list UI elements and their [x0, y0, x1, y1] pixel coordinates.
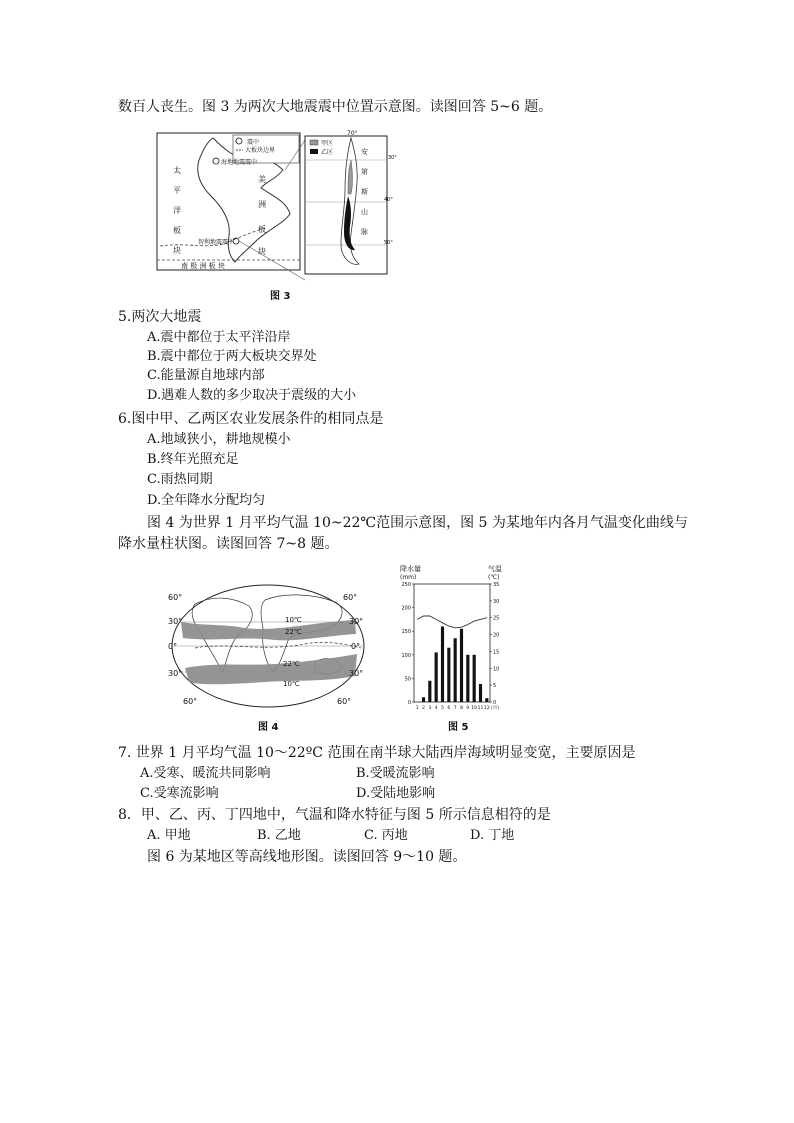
fig5-frame — [414, 584, 490, 702]
fig5-ytick-label: 200 — [401, 605, 411, 612]
fig5-xtick-label: 4 — [434, 706, 438, 711]
fig5-bar-month-6 — [447, 648, 450, 702]
label-lat40: 40° — [384, 197, 393, 203]
q8-option-b: B. 乙地 — [257, 828, 301, 843]
fig5-xtick-label: 10 — [471, 706, 478, 711]
fig4-lat30-l: 30° — [168, 617, 183, 626]
figure-5-caption: 图 5 — [448, 722, 469, 733]
intro-line-1: 数百人丧生。图 3 为两次大地震震中位置示意图。读图回答 5~6 题。 — [118, 99, 553, 115]
fig5-xtick-label: 1 — [415, 706, 419, 711]
fig4-lat0-l: 0° — [168, 642, 178, 651]
q7-option-b: B.受暖流影响 — [356, 766, 435, 781]
intro2-line-2: 降水量柱状图。读图回答 7~8 题。 — [118, 536, 339, 552]
label-lon70: 70° — [347, 130, 358, 137]
fig5-xtick-label: 6 — [447, 706, 451, 711]
fig5-bar-month-9 — [466, 655, 469, 702]
label-haiti: 海地地震震中 — [221, 159, 258, 166]
fig5-bar-month-4 — [435, 652, 438, 702]
fig5-ytick-label: 50 — [404, 676, 411, 683]
label-pacific-2: 洋 — [173, 206, 181, 215]
label-antarctic: 南 极 洲 板 块 — [181, 262, 225, 270]
fig5-y2tick-label: 0 — [493, 700, 497, 706]
q5-option-d: D.遇难人数的多少取决于震级的大小 — [147, 388, 357, 403]
fig5-y2tick-label: 10 — [493, 666, 500, 673]
fig5-xtick-label: 12 — [483, 706, 490, 711]
fig5-bar-month-2 — [422, 697, 425, 702]
q7-stem: 7. 世界 1 月平均气温 10～22ºC 范围在南半球大陆西岸海域明显变宽，主要原因是 — [118, 745, 636, 761]
label-chile: 智利地震震中 — [198, 239, 235, 246]
figure-3-caption: 图 3 — [270, 291, 291, 302]
q5-stem: 5.两次大地震 — [118, 309, 202, 325]
fig5-y2tick-label: 15 — [493, 649, 500, 656]
legend-epicenter: 震中 — [247, 139, 260, 146]
q6-option-c: C.雨热同期 — [147, 472, 213, 487]
fig5-bar-month-5 — [441, 626, 444, 702]
fig5-ytick-label: 0 — [407, 700, 411, 706]
label-pacific-0: 太 — [173, 166, 181, 175]
label-andes-3: 山 — [361, 208, 368, 216]
fig5-bar-month-3 — [428, 681, 431, 702]
fig5-xtick-label: 3 — [428, 706, 432, 711]
fig4-t10-bottom: 10℃ — [283, 680, 300, 688]
legend-zone-b: 乙区 — [321, 149, 334, 156]
fig4-lat30-br: 30° — [349, 669, 364, 678]
fig4-t10-top: 10℃ — [285, 616, 302, 624]
q6-stem: 6.图中甲、乙两区农业发展条件的相同点是 — [118, 411, 384, 427]
fig5-ytick-label: 100 — [401, 652, 411, 659]
q6-option-a: A.地域狭小，耕地规模小 — [147, 432, 291, 447]
label-lat50: 50° — [384, 240, 393, 246]
fig5-y2tick-label: 35 — [493, 582, 500, 588]
figure-5-chart — [392, 564, 512, 714]
fig5-temperature-line — [417, 616, 487, 628]
fig4-t22-bottom: 22℃ — [283, 660, 300, 668]
legend-zone-a: 甲区 — [321, 140, 334, 147]
fig5-bar-month-12 — [485, 698, 488, 702]
legend-boundary: 大板块边界 — [245, 147, 276, 154]
fig5-bar-month-8 — [460, 629, 463, 702]
label-andes-4: 脉 — [361, 228, 368, 236]
intro2-line-1: 图 4 为世界 1 月平均气温 10~22℃范围示意图，图 5 为某地年内各月气温变化曲线与 — [147, 515, 688, 531]
label-andes-1: 第 — [361, 168, 368, 176]
fig4-lat60-tl: 60° — [168, 593, 183, 602]
fig5-xtick-label: 11 — [477, 706, 484, 711]
q8-option-d: D. 丁地 — [470, 828, 515, 843]
fig5-xtick-label: 8 — [460, 706, 463, 711]
fig5-bar-month-7 — [454, 638, 457, 702]
label-america-2: 板 — [258, 225, 266, 234]
fig5-bar-month-10 — [473, 655, 476, 702]
figure-3-map — [155, 130, 395, 285]
figure-4-map — [165, 582, 370, 712]
label-pacific-1: 平 — [173, 186, 181, 195]
fig5-xtick-label: 7 — [453, 706, 457, 711]
label-america-1: 洲 — [258, 200, 266, 209]
q5-option-b: B.震中都位于两大板块交界处 — [147, 349, 317, 364]
fig4-lat30-bl: 30° — [168, 669, 183, 678]
fig4-lat30-r: 30° — [349, 617, 364, 626]
fig4-lat60-tr: 60° — [343, 593, 358, 602]
fig5-xtick-label: 9 — [466, 706, 470, 711]
q7-option-c: C.受寒流影响 — [140, 786, 219, 801]
fig4-lat60-br: 60° — [337, 697, 352, 706]
fig5-y2tick-label: 30 — [493, 598, 500, 605]
fig5-left-title-1: 降水量 — [400, 565, 421, 573]
q8-option-a: A. 甲地 — [147, 828, 191, 843]
label-pacific-4: 块 — [173, 246, 181, 255]
label-america-3: 块 — [258, 247, 266, 256]
fig5-ytick-label: 250 — [401, 582, 411, 588]
fig5-right-title-2: (℃) — [488, 574, 500, 581]
intro3-line-1: 图 6 为某地区等高线地形图。读图回答 9～10 题。 — [147, 849, 467, 865]
q5-option-a: A.震中都位于太平洋沿岸 — [147, 330, 291, 345]
fig5-bar-month-11 — [479, 684, 482, 702]
q7-option-d: D.受陆地影响 — [356, 786, 436, 801]
label-america-0: 美 — [258, 175, 266, 184]
fig5-y2tick-label: 20 — [493, 632, 500, 639]
fig5-y2tick-label: 25 — [493, 615, 500, 622]
q6-option-b: B.终年光照充足 — [147, 452, 239, 467]
fig5-ytick-label: 150 — [401, 629, 411, 636]
fig4-lat60-bl: 60° — [183, 697, 198, 706]
q5-option-c: C.能量源自地球内部 — [147, 368, 265, 383]
fig5-left-title-2: (mm) — [400, 574, 417, 581]
label-andes-2: 斯 — [361, 188, 368, 196]
fig5-y2tick-label: 5 — [493, 683, 497, 690]
q8-option-c: C. 丙地 — [364, 828, 408, 843]
label-pacific-3: 板 — [173, 226, 181, 235]
fig4-t22-top: 22℃ — [285, 628, 302, 636]
fig4-lat0-r: 0° — [351, 642, 361, 651]
label-andes-0: 安 — [361, 148, 368, 156]
q6-option-d: D.全年降水分配均匀 — [147, 493, 266, 508]
fig5-xtick-label: 2 — [422, 706, 425, 711]
figure-4-caption: 图 4 — [258, 722, 279, 733]
fig5-xlabel: (月) — [491, 706, 500, 711]
q7-option-a: A.受寒、暖流共同影响 — [140, 766, 271, 781]
q8-stem: 8．甲、乙、丙、丁四地中，气温和降水特征与图 5 所示信息相符的是 — [118, 807, 551, 823]
fig5-right-title-1: 气温 — [488, 565, 502, 573]
label-lat30: 30° — [388, 155, 397, 161]
fig5-xtick-label: 5 — [441, 706, 444, 711]
